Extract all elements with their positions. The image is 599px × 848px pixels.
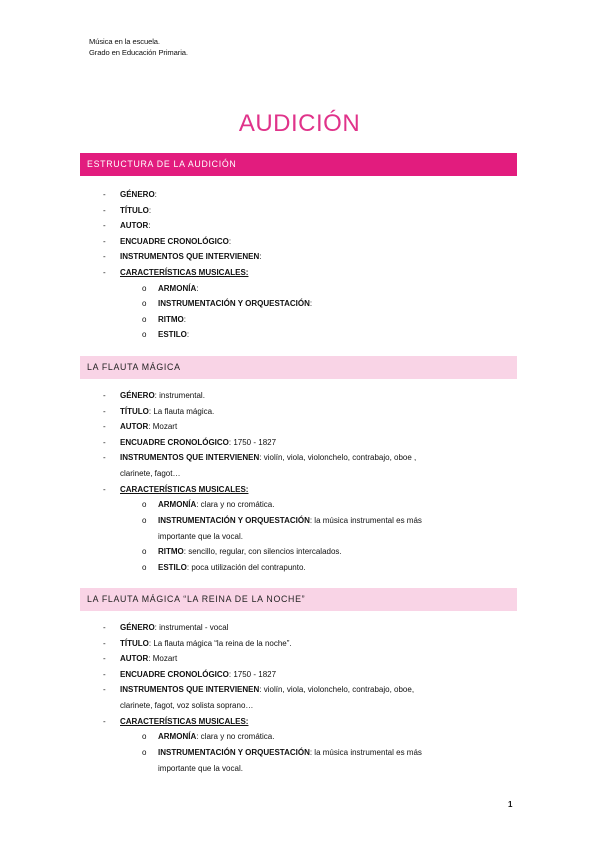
item-text	[120, 404, 516, 420]
list-marker: -	[103, 453, 106, 463]
item-value: :	[148, 221, 151, 231]
item-value: : 1750 - 1827	[228, 437, 277, 447]
item-value: : clara y no cromática.	[196, 732, 275, 742]
item-value: :	[186, 330, 190, 340]
item-value: : violín, viola, violonchelo, contrabajo, oboe ,	[259, 453, 417, 463]
item-text	[120, 187, 516, 203]
item-text	[120, 234, 516, 250]
item-text	[158, 560, 516, 576]
item-value: : clara y no cromática.	[196, 500, 275, 510]
item-label: RITMO	[158, 314, 184, 324]
list-marker: -	[103, 268, 106, 277]
list-marker: -	[103, 654, 106, 664]
item-text	[120, 667, 516, 683]
item-label: CARACTERÍSTICAS MUSICALES:	[120, 716, 249, 726]
item-text	[158, 281, 516, 297]
item-text	[120, 636, 516, 652]
item-text	[158, 544, 516, 560]
header-line-course: Música en la escuela.	[89, 37, 160, 46]
list-marker: -	[103, 252, 106, 262]
item-value: :	[259, 252, 262, 262]
item-label: AUTOR	[120, 221, 149, 231]
section-heading: ESTRUCTURA DE LA AUDICIÓN	[80, 153, 517, 176]
sublist-marker: o	[142, 330, 147, 340]
item-text	[120, 419, 516, 435]
item-value: :	[183, 314, 187, 324]
section-heading: LA FLAUTA MÁGICA	[80, 356, 517, 379]
item-label: ESTILO	[158, 562, 187, 572]
item-text	[120, 249, 516, 265]
item-text	[120, 450, 516, 482]
item-label: TÍTULO	[120, 205, 149, 215]
item-text	[120, 620, 516, 636]
item-text	[120, 265, 516, 281]
list-marker: -	[103, 205, 106, 215]
item-value: : poca utilización del contrapunto.	[186, 562, 306, 572]
item-label: INSTRUMENTACIÓN Y ORQUESTACIÓN	[158, 747, 310, 757]
item-text	[120, 203, 516, 219]
document-header	[89, 36, 188, 58]
sublist-marker: o	[142, 283, 147, 293]
item-label: CARACTERÍSTICAS MUSICALES:	[120, 484, 249, 494]
list-marker: -	[103, 685, 106, 695]
item-value: : Mozart	[148, 422, 178, 432]
item-label: ARMONÍA	[158, 732, 197, 742]
item-label: INSTRUMENTACIÓN Y ORQUESTACIÓN	[158, 299, 310, 309]
list-marker: -	[103, 190, 106, 199]
list-marker: -	[103, 484, 106, 494]
item-label: CARACTERÍSTICAS MUSICALES:	[120, 268, 249, 277]
sublist-marker: o	[142, 314, 147, 324]
item-value: : sencillo, regular, con silencios intercalados.	[183, 547, 342, 556]
item-label: ARMONÍA	[158, 500, 197, 510]
item-value: : 1750 - 1827	[228, 669, 277, 679]
page-number: 1	[508, 800, 513, 809]
item-label: ESTILO	[158, 330, 187, 340]
item-text	[120, 435, 516, 451]
list-marker: -	[103, 221, 106, 231]
item-value: : violín, viola, violonchelo, contrabajo, oboe,	[259, 685, 415, 695]
item-value: : instrumental.	[154, 391, 205, 400]
item-text	[120, 482, 516, 498]
item-value: : la música instrumental es más	[309, 515, 422, 525]
item-value: : Mozart	[148, 654, 178, 664]
page-title: AUDICIÓN	[238, 110, 361, 137]
item-label: ENCUADRE CRONOLÓGICO	[120, 236, 229, 246]
item-label: TÍTULO	[120, 406, 149, 416]
sublist-marker: o	[142, 562, 147, 572]
sublist-marker: o	[142, 747, 147, 757]
list-marker: -	[103, 669, 106, 679]
list-marker: -	[103, 391, 106, 400]
item-text	[158, 296, 516, 312]
item-text	[158, 745, 516, 777]
header-line-degree: Grado en Educación Primaria.	[89, 48, 188, 57]
item-value-continued: importante que la vocal.	[158, 531, 243, 541]
item-label: INSTRUMENTOS QUE INTERVIENEN	[120, 685, 260, 695]
item-text	[158, 497, 516, 513]
item-text	[158, 729, 516, 745]
item-text	[120, 651, 516, 667]
item-text	[158, 513, 516, 545]
item-text	[158, 327, 516, 343]
item-value: :	[154, 190, 157, 199]
item-value: :	[228, 236, 232, 246]
item-label: AUTOR	[120, 654, 149, 664]
sublist-marker: o	[142, 547, 147, 556]
list-marker: -	[103, 236, 106, 246]
item-label: RITMO	[158, 547, 184, 556]
sublist-marker: o	[142, 732, 147, 742]
item-label: INSTRUMENTOS QUE INTERVIENEN	[120, 252, 260, 262]
item-value-continued: clarinete, fagot, voz solista soprano…	[120, 701, 254, 711]
item-value: :	[196, 283, 199, 293]
item-text	[120, 714, 516, 730]
item-value-continued: importante que la vocal.	[158, 763, 243, 773]
list-marker: -	[103, 437, 106, 447]
item-label: GÉNERO	[120, 391, 155, 400]
list-marker: -	[103, 406, 106, 416]
section-heading: LA FLAUTA MÁGICA “LA REINA DE LA NOCHE”	[80, 588, 517, 611]
item-text	[120, 218, 516, 234]
item-text	[158, 312, 516, 328]
item-label: ENCUADRE CRONOLÓGICO	[120, 669, 229, 679]
item-value: :	[309, 299, 313, 309]
item-label: INSTRUMENTACIÓN Y ORQUESTACIÓN	[158, 515, 310, 525]
item-value: :	[148, 205, 152, 215]
sublist-marker: o	[142, 500, 147, 510]
item-label: GÉNERO	[120, 623, 155, 632]
sublist-marker: o	[142, 299, 147, 309]
item-value: : instrumental - vocal	[154, 623, 229, 632]
item-value: : La flauta mágica.	[148, 406, 215, 416]
item-label: TÍTULO	[120, 638, 149, 648]
item-label: INSTRUMENTOS QUE INTERVIENEN	[120, 453, 260, 463]
list-marker: -	[103, 623, 106, 632]
item-label: ARMONÍA	[158, 283, 197, 293]
item-text	[120, 682, 516, 714]
list-marker: -	[103, 716, 106, 726]
item-label: AUTOR	[120, 422, 149, 432]
item-label: GÉNERO	[120, 190, 155, 199]
item-value: : la música instrumental es más	[309, 747, 422, 757]
list-marker: -	[103, 422, 106, 432]
sublist-marker: o	[142, 515, 147, 525]
list-marker: -	[103, 638, 106, 648]
item-label: ENCUADRE CRONOLÓGICO	[120, 437, 229, 447]
item-value-continued: clarinete, fagot…	[120, 469, 181, 479]
item-value: : La flauta mágica “la reina de la noche”.	[148, 638, 292, 648]
item-text	[120, 388, 516, 404]
